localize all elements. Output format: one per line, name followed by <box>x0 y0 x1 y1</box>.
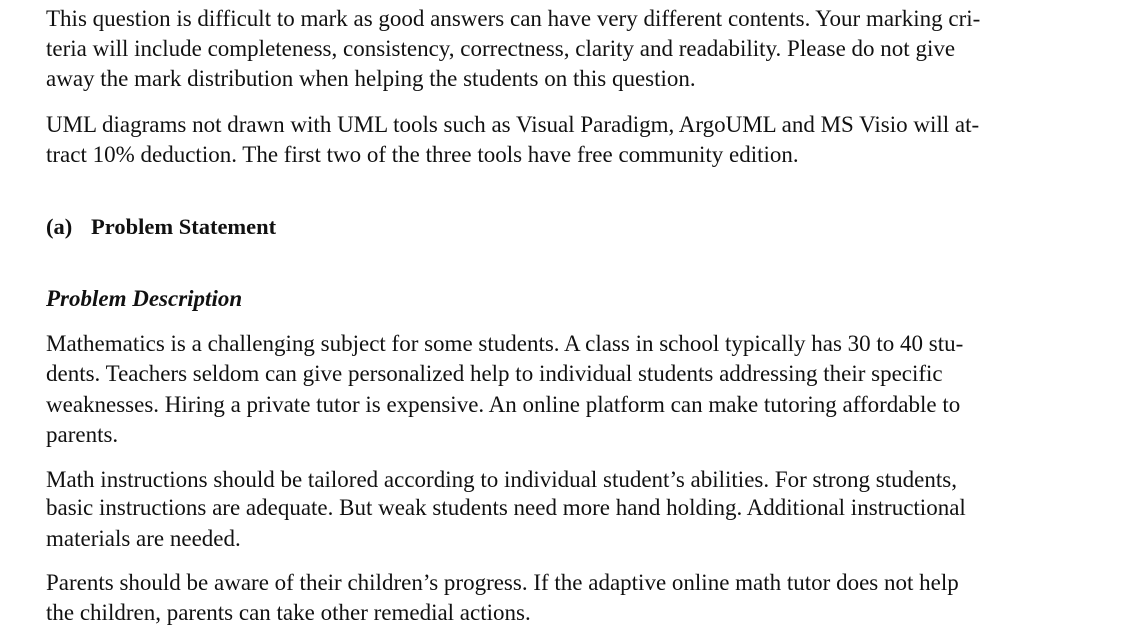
text-line: UML diagrams not drawn with UML tools such as Visual Paradigm, ArgoUML and MS Visio will at- <box>46 112 980 137</box>
text-line: Math instructions should be tailored according to individual student’s abilities. For strong students, <box>46 467 957 492</box>
text-line: the children, parents can take other remedial actions. <box>46 600 531 625</box>
text-line: dents. Teachers seldom can give personalized help to individual students addressing their specific <box>46 361 943 386</box>
section-title: Problem Statement <box>91 214 277 239</box>
text-line: teria will include completeness, consistency, correctness, clarity and readability. Please do not give <box>46 36 956 61</box>
text-line: materials are needed. <box>46 526 241 551</box>
text-line: parents. <box>46 422 119 447</box>
text-line: basic instructions are adequate. But weak students need more hand holding. Additional instructional <box>46 495 966 520</box>
section-heading <box>46 212 276 242</box>
text-line: Parents should be aware of their children’s progress. If the adaptive online math tutor does not help <box>46 570 959 595</box>
text-line: tract 10% deduction. The first two of the three tools have free community edition. <box>46 142 799 167</box>
text-line: away the mark distribution when helping the students on this question. <box>46 66 696 91</box>
text-line: Mathematics is a challenging subject for some students. A class in school typically has 30 to 40 stu- <box>46 331 964 356</box>
text-line: This question is difficult to mark as good answers can have very different contents. Your marking cri- <box>46 6 981 31</box>
subsection-heading: Problem Description <box>46 286 243 311</box>
text-line: weaknesses. Hiring a private tutor is expensive. An online platform can make tutoring affordable to <box>46 392 961 417</box>
section-label: (a) <box>46 214 73 239</box>
